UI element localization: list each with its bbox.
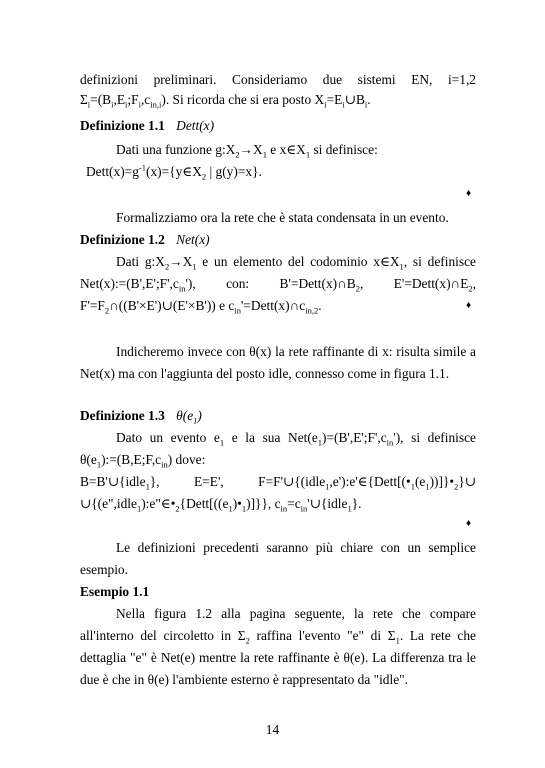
definition-name: $\theta(e_1)$ <box>176 408 202 426</box>
text-line-14: $\cup\{(e",idle_1):e"\in•_2\{Dett[((e_1)•_1)]\}\}$, $c_{in}=c_{in}'\cup\{idle_1\}$. <box>80 496 362 514</box>
text-line-9: Indicheremo invece con θ(x) la rete raffinante di x: risulta simile a <box>116 344 476 359</box>
text-line-1: definizioni preliminari. Consideriamo due sistemi EN, i=1,2 <box>80 72 476 87</box>
end-of-definition-mark: ♦ <box>466 518 472 529</box>
definition-1-1-heading <box>80 118 476 134</box>
page-number: 14 <box>265 722 280 737</box>
text-line-12: $\theta(e_1):=(B,E;F,c_{in})$ dove: <box>80 452 206 470</box>
text-line-10: Net(x) ma con l'aggiunta del posto idle, connesso come in figura 1.1. <box>80 366 450 381</box>
text-line-13: B=B'∪{idle$_1$}, E=E', $F=F'\cup\{(idle_1,e'):e'\in\{Dett[(•_1(e_1))]\}•_2\}\cup$ <box>80 474 476 492</box>
text-line-20: due è che in θ(e) l'ambiente esterno è rappresentato da "idle". <box>80 672 408 687</box>
text-line-11: Dato un evento $e_1$ e la sua $Net(e_1)=(B',E';F',c_{in}')$, si definisce <box>116 430 476 448</box>
text-line-5: Formalizziamo ora la rete che è stata condensata in un evento. <box>116 210 449 225</box>
text-line-19: dettaglia "e" è Net(e) mentre la rete raffinante è θ(e). La differenza tra le <box>80 650 476 665</box>
definition-title: Definizione 1.2 <box>80 232 165 247</box>
text-line-4: $Dett(x)=g^{-1}(x)=\{y\in X_2$ | g(y)=x}. <box>86 162 262 182</box>
text-line-3: Dati una funzione $g:X_2\to X_1$ e $x\in X_1$ si definisce: <box>116 142 378 160</box>
definition-title: Definizione 1.3 <box>80 408 165 423</box>
definition-1-3-heading <box>80 408 476 424</box>
end-of-definition-mark: ♦ <box>466 300 472 311</box>
text-line-18: all'interno del circoletto in $\Sigma_2$ raffina l'evento "e" di $\Sigma_1$. La rete che <box>80 628 476 646</box>
text-line-2: $\Sigma_i=(B_i,E_i;F_i,c_{in,i})$. Si ricorda che si era posto $X_i=E_i\cup B_i$. <box>80 92 371 110</box>
text-line-6: Dati $g:X_2\to X_1$ e un elemento del codominio $x\in X_1$, si definisce <box>116 254 476 272</box>
text-line-7: $Net(x):=(B',E';F',c_{in}')$, con: $B'=Dett(x)\cap B_2$, $E'=Dett(x)\cap E_2$, <box>80 276 476 294</box>
definition-1-2-heading <box>80 232 476 248</box>
text-line-15: Le definizioni precedenti saranno più chiare con un semplice <box>116 540 476 555</box>
text-line-16: esempio. <box>80 562 128 577</box>
text-line-17: Nella figura 1.2 alla pagina seguente, la rete che compare <box>116 606 476 621</box>
definition-name: Dett(x) <box>176 118 215 133</box>
text-line-8: $F'=F_2\cap((B'\times E')\cup(E'\times B'))$ e $c_{in}'=Dett(x)\cap c_{in,2}$. <box>80 298 322 316</box>
definition-title: Definizione 1.1 <box>80 118 165 133</box>
definition-name: Net(x) <box>176 232 210 247</box>
example-1-1-heading: Esempio 1.1 <box>80 584 150 599</box>
end-of-definition-mark: ♦ <box>466 188 472 199</box>
